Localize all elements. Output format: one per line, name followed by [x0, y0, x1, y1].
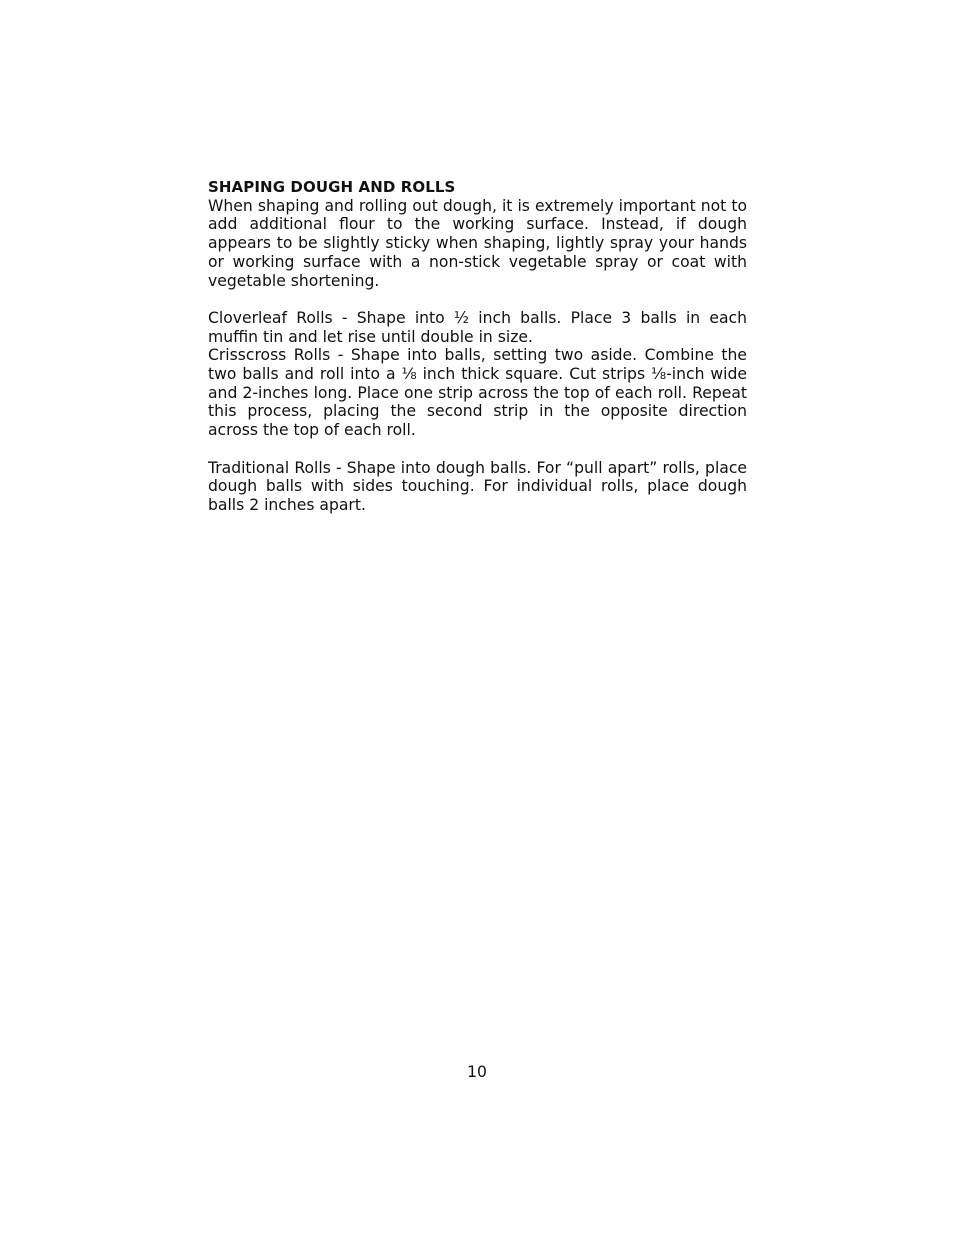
- section-heading: SHAPING DOUGH AND ROLLS: [208, 178, 456, 196]
- paragraph-spacer: [208, 290, 747, 309]
- traditional-rolls-paragraph: Traditional Rolls - Shape into dough balls. For “pull apart” rolls, place dough balls with sides touching. For individual rolls, place dough balls 2 inches apart.: [208, 458, 747, 514]
- paragraph-spacer: [208, 440, 747, 459]
- page-number: 10: [467, 1063, 487, 1081]
- cloverleaf-rolls-paragraph: Cloverleaf Rolls - Shape into ½ inch balls. Place 3 balls in each muffin tin and let rise until double in size.: [208, 308, 747, 346]
- intro-paragraph: When shaping and rolling out dough, it is extremely important not to add additional flour to the working surface. Instead, if dough appears to be slightly sticky when shaping, lightly spray your hands or working surface with a non-stick vegetable spray or coat with vegetable shortening.: [208, 196, 747, 290]
- crisscross-rolls-paragraph: Crisscross Rolls - Shape into balls, setting two aside. Combine the two balls and roll into a ⅛ inch thick square. Cut strips ⅛-inch wide and 2-inches long. Place one strip across the top of each roll. Repeat this process, placing the second strip in the opposite direction across the top of each roll.: [208, 346, 747, 440]
- main-content: [208, 178, 747, 515]
